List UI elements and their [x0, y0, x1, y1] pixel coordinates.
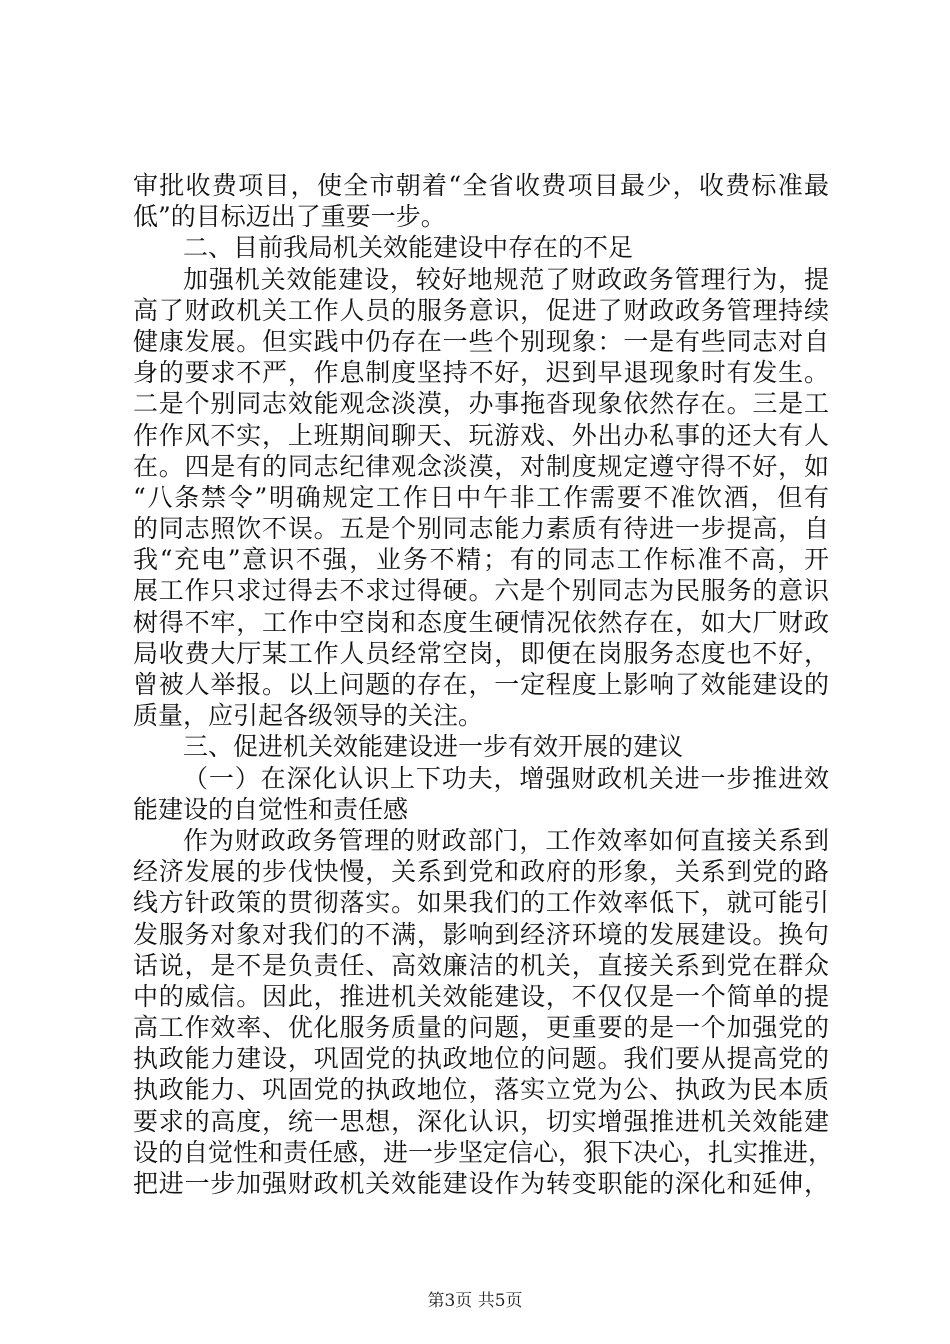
page-footer: 第3页 共5页 — [427, 1291, 523, 1311]
text-line: 要求的高度，统一思想，深化认识，切实增强推进机关效能建 — [133, 1106, 829, 1136]
text-line: 执政能力建设，巩固党的执政地位的问题。我们要从提高党的 — [133, 1044, 829, 1074]
text-line: 作为财政政务管理的财政部门，工作效率如何直接关系到 — [183, 825, 829, 855]
text-line: 的同志照饮不误。五是个别同志能力素质有待进一步提高，自 — [133, 514, 829, 544]
text-line: 线方针政策的贯彻落实。如果我们的工作效率低下，就可能引 — [133, 888, 829, 918]
text-line: 二是个别同志效能观念淡漠，办事拖沓现象依然存在。三是工 — [133, 389, 829, 419]
document-body — [133, 170, 834, 1199]
text-line: 曾被人举报。以上问题的存在，一定程度上影响了效能建设的 — [133, 670, 829, 699]
text-line: 展工作只求过得去不求过得硬。六是个别同志为民服务的意识 — [133, 576, 829, 606]
text-line: 能建设的自觉性和责任感 — [133, 794, 409, 824]
text-line: 经济发展的步伐快慢，关系到党和政府的形象，关系到党的路 — [133, 857, 829, 887]
text-line: 作作风不实，上班期间聊天、玩游戏、外出办私事的还大有人 — [133, 420, 829, 450]
text-line: 把进一步加强财政机关效能建设作为转变职能的深化和延伸， — [133, 1169, 829, 1198]
text-line: 身的要求不严，作息制度坚持不好，迟到早退现象时有发生。 — [133, 358, 829, 388]
text-line: 高工作效率、优化服务质量的问题，更重要的是一个加强党的 — [133, 1013, 829, 1043]
text-line: 三、促进机关效能建设进一步有效开展的建议 — [183, 732, 684, 762]
text-line: 质量，应引起各级领导的关注。 — [133, 701, 484, 731]
text-line: 高了财政机关工作人员的服务意识，促进了财政政务管理持续 — [133, 295, 829, 325]
text-line: 加强机关效能建设，较好地规范了财政政务管理行为，提 — [183, 264, 829, 294]
text-line: 健康发展。但实践中仍存在一些个别现象：一是有些同志对自 — [133, 326, 829, 356]
text-line: 树得不牢，工作中空岗和态度生硬情况依然存在，如大厂财政 — [133, 607, 829, 637]
text-line: （一）在深化认识上下功夫，增强财政机关进一步推进效 — [183, 763, 829, 793]
text-line: 局收费大厅某工作人员经常空岗，即便在岗服务态度也不好， — [133, 638, 829, 668]
text-line: 发服务对象对我们的不满，影响到经济环境的发展建设。换句 — [133, 919, 829, 949]
text-line: 执政能力、巩固党的执政地位，落实立党为公、执政为民本质 — [133, 1075, 829, 1105]
text-line: 低”的目标迈出了重要一步。 — [133, 202, 446, 232]
text-line: 二、目前我局机关效能建设中存在的不足 — [183, 233, 634, 263]
text-line: 话说，是不是负责任、高效廉洁的机关，直接关系到党在群众 — [133, 950, 829, 980]
text-line: “八条禁令”明确规定工作日中午非工作需要不准饮酒，但有 — [133, 482, 829, 512]
text-line: 中的威信。因此，推进机关效能建设，不仅仅是一个简单的提 — [133, 981, 829, 1011]
text-line: 设的自觉性和责任感，进一步坚定信心，狠下决心，扎实推进， — [133, 1137, 834, 1167]
text-line: 我“充电”意识不强，业务不精；有的同志工作标准不高，开 — [133, 545, 829, 575]
text-line: 审批收费项目，使全市朝着“全省收费项目最少，收费标准最 — [133, 171, 829, 200]
text-line: 在。四是有的同志纪律观念淡漠，对制度规定遵守得不好，如 — [133, 451, 829, 481]
